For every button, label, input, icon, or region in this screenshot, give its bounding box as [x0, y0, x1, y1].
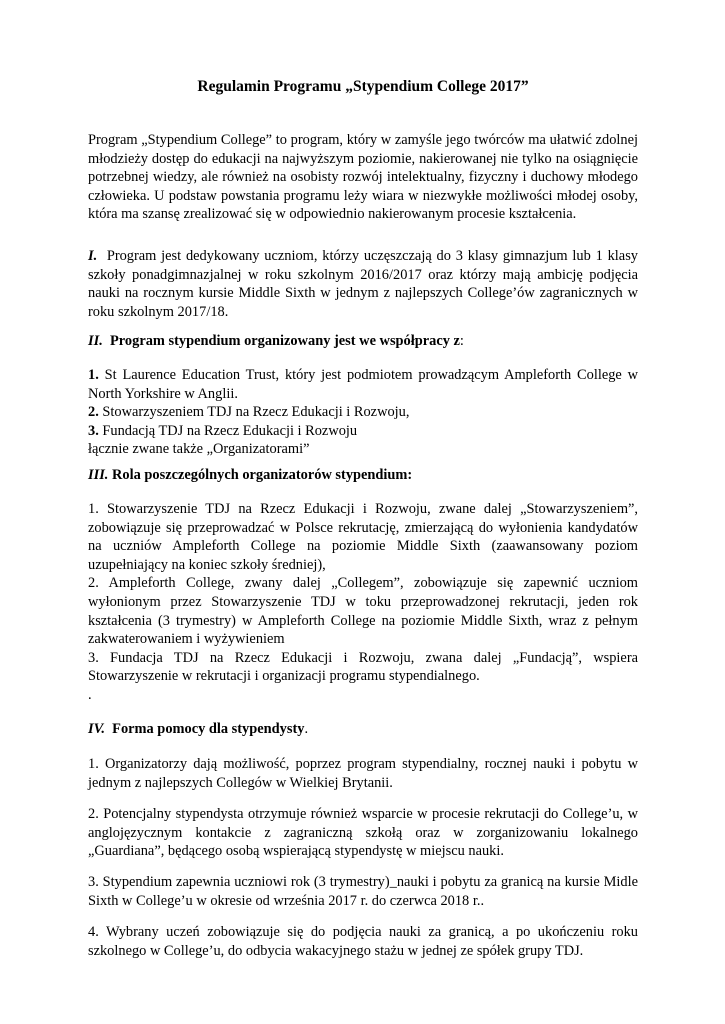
section-4-item-3-block — [88, 873, 638, 910]
section-4-item-4: 4. Wybrany uczeń zobowiązuje się do podjęcia nauki za granicą, a po ukończeniu roku szkolnego w College’u, do odbycia wakacyjnego stażu w jednej ze spółek grupy TDJ. — [88, 924, 638, 959]
section-4-heading — [88, 720, 638, 739]
section-4-item-3: 3. Stypendium zapewnia uczniowi rok (3 trymestry)_nauki i pobytu za granicą na kursie Midle Sixth w College’u w okresie od września 2017 r. do czerwca 2018 r.. — [88, 874, 638, 909]
section-2-heading-suffix: : — [459, 333, 464, 349]
section-4-numeral: IV. — [88, 721, 105, 737]
intro-paragraph — [88, 131, 638, 224]
section-3-item-2: 2. Ampleforth College, zwany dalej „Collegem”, zobowiązuje się zapewnić uczniom wyłonionym przez Stowarzyszenie TDJ w toku przeprowadzonej rekrutacji, jeden rok kształcenia (3 trymestry) w Ampleforth College na poziomie Middle Sixth, wraz z pełnym zakwaterowaniem i wyżywieniem — [88, 575, 638, 648]
section-4-heading-text: Forma pomocy dla stypendysty — [112, 721, 305, 737]
section-1-text: Program jest dedykowany uczniom, którzy uczęszczają do 3 klasy gimnazjum lub 1 klasy szkoły ponadgimnazjalnej w roku szkolnym 2016/2017 oraz którzy mają ambicję podjęcia nauki na rocznym kursie Middle Sixth w jednym z najlepszych College’ów zagranicznych w roku szkolnym 2017/18. — [88, 248, 638, 320]
intro-text: Program „Stypendium College” to program, który w zamyśle jego twórców ma ułatwić zdolnej młodzieży dostęp do edukacji na najwyższym poziomie, nakierowanej nie tylko na osiągnięcie potrzebnej wiedzy, ale również na osobisty rozwój intelektualny, fizyczny i duchowy młodego człowieka. U podstaw powstania programu leży wiara w niezwykłe możliwości młodej osoby, która ma szansę zrealizować się w odpowiednio nakierowanym procesie kształcenia. — [88, 132, 638, 223]
item-number: 2. — [88, 404, 99, 421]
section-2-numeral: II. — [88, 333, 103, 349]
section-2-closing: łącznie zwane także „Organizatorami” — [88, 441, 310, 458]
section-3-stray-dot: . — [88, 686, 92, 703]
section-3-item-3: 3. Fundacja TDJ na Rzecz Edukacji i Rozwoju, zwana dalej „Fundacją”, wspiera Stowarzyszenie w rekrutacji i organizacji programu stypendialnego. — [88, 649, 638, 685]
document-title: Regulamin Programu „Stypendium College 2017” — [197, 78, 529, 95]
section-2-item-1 — [88, 366, 638, 403]
section-3-heading — [88, 466, 638, 485]
section-3-heading-text: Rola poszczególnych organizatorów stypendium: — [112, 467, 413, 483]
section-4-item-1-block — [88, 755, 638, 792]
section-4-item-1: 1. Organizatorzy dają możliwość, poprzez program stypendialny, rocznej nauki i pobytu w jednym z najlepszych Collegów w Wielkiej Brytanii. — [88, 756, 638, 791]
item-number: 1. — [88, 367, 99, 383]
section-2-item-2 — [88, 403, 638, 422]
item-text: Fundacją TDJ na Rzecz Edukacji i Rozwoju — [102, 422, 358, 439]
section-2-item-3 — [88, 422, 638, 441]
section-2-heading — [88, 332, 638, 351]
item-text: Stowarzyszeniem TDJ na Rzecz Edukacji i Rozwoju, — [102, 404, 410, 421]
section-3-list — [88, 500, 638, 705]
item-text: St Laurence Education Trust, który jest podmiotem prowadzącym Ampleforth College w North Yorkshire w Anglii. — [88, 367, 638, 402]
section-2-heading-line — [88, 332, 638, 351]
section-3-numeral: III. — [88, 467, 109, 483]
section-4-item-4-block — [88, 923, 638, 960]
section-4-heading-line — [88, 720, 638, 739]
section-3-heading-line — [88, 466, 638, 485]
section-4-heading-suffix: . — [304, 721, 309, 737]
section-1-numeral: I. — [88, 248, 98, 264]
section-4-item-2-block — [88, 805, 638, 861]
section-2-list — [88, 366, 638, 459]
section-3-item-1: 1. Stowarzyszenie TDJ na Rzecz Edukacji i Rozwoju, zwane dalej „Stowarzyszeniem”, zobowiązuje się przeprowadzać w Polsce rekrutację, zmierzającą do wyłonienia kandydatów na uczniów Ampleforth College na poziomie Middle Sixth (zaawansowany poziom uzupełniający na koniec szkoły średniej), — [88, 501, 638, 573]
section-1-paragraph — [88, 247, 638, 321]
section-4-item-2: 2. Potencjalny stypendysta otrzymuje również wsparcie w procesie rekrutacji do College’u, w anglojęzycznym kontakcie z zagraniczną szkołą oraz w zorganizowaniu lokalnego „Guardiana”, będącego osobą wspierającą stypendystę w miejscu nauki. — [88, 806, 638, 860]
section-2-heading-text: Program stypendium organizowany jest we współpracy z — [110, 333, 460, 349]
section-1 — [88, 247, 638, 321]
item-number: 3. — [88, 422, 99, 439]
